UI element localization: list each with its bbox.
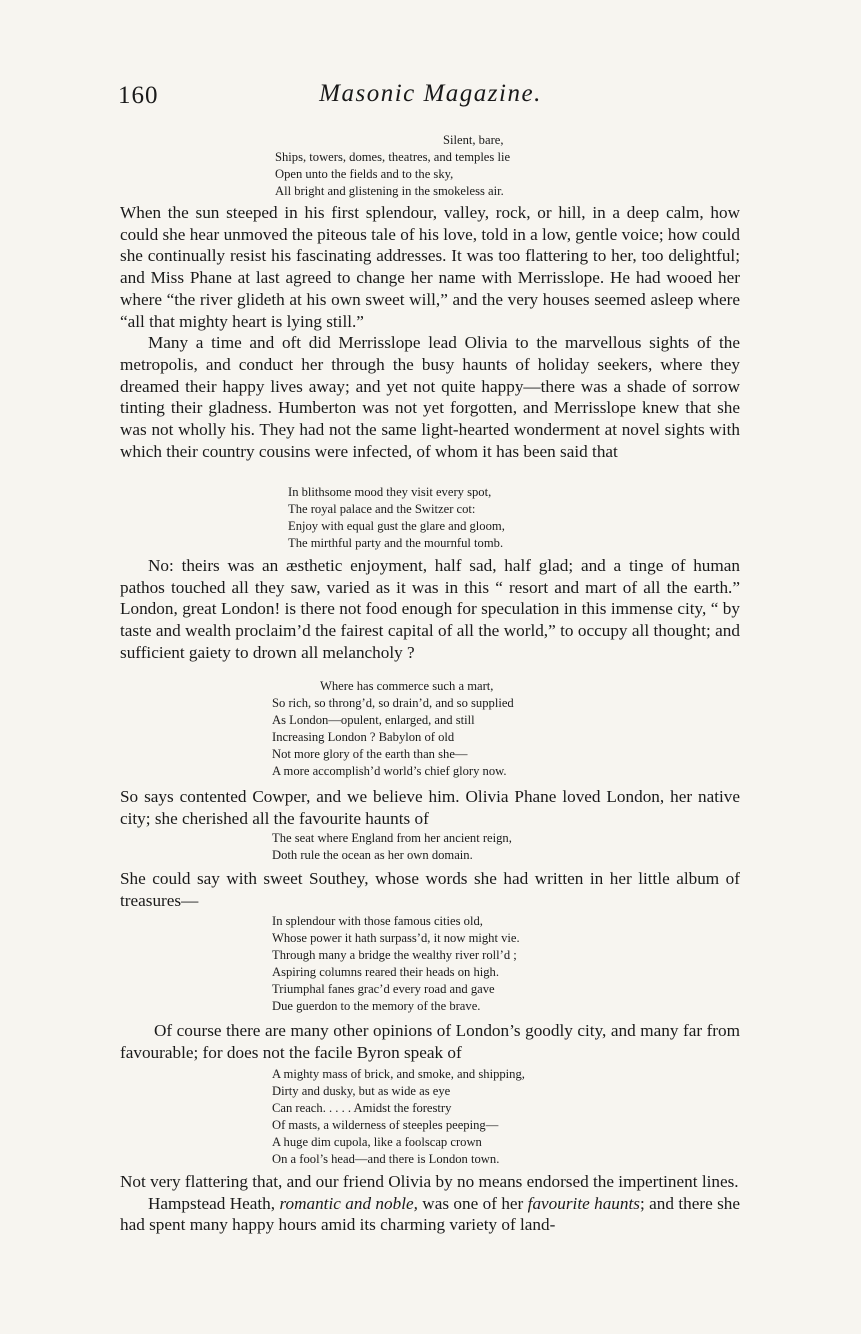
running-title: Masonic Magazine. xyxy=(319,80,542,107)
prose-block-2 xyxy=(120,555,740,664)
verse-line: The mirthful party and the mournful tomb. xyxy=(288,536,504,550)
verse-line: Triumphal fanes grac’d every road and gave xyxy=(272,982,495,996)
paragraph: Not very flattering that, and our friend Olivia by no means endorsed the impertinent lines. xyxy=(120,1172,739,1191)
verse-line: Of masts, a wilderness of steeples peeping— xyxy=(272,1118,499,1132)
paragraph: Many a time and oft did Merrisslope lead Olivia to the marvellous sights of the metropolis, and conduct her through the busy haunts of holiday seekers, where they dreamed their happy lives away; and yet not quite happy—there was a shade of sorrow tinting their gladness. Humberton was not yet forgotten, and Merrisslope knew that she was not wholly his. They had not the same light-hearted wonderment at novel sights with which their country cousins were infected, of whom it has been said that xyxy=(120,333,740,461)
verse-line: Open unto the fields and to the sky, xyxy=(275,167,454,181)
verse-line: Can reach. . . . . Amidst the forestry xyxy=(272,1101,452,1115)
verse-line: A mighty mass of brick, and smoke, and shipping, xyxy=(272,1067,525,1081)
text-run: ; and there she had spent many happy hours amid its charming variety of land- xyxy=(120,1193,740,1235)
prose-block-6 xyxy=(120,1171,740,1236)
verse-line: Doth rule the ocean as her own domain. xyxy=(272,848,473,862)
page-number: 160 xyxy=(118,82,159,109)
verse-line: Dirty and dusky, but as wide as eye xyxy=(272,1084,451,1098)
text-run: Hampstead Heath, xyxy=(148,1193,280,1213)
verse-line: Aspiring columns reared their heads on high. xyxy=(272,965,499,979)
prose-block-4 xyxy=(120,868,740,911)
prose-block-3 xyxy=(120,786,740,829)
prose-block-1 xyxy=(120,202,740,462)
verse-line: The seat where England from her ancient reign, xyxy=(272,831,512,845)
verse-line: A huge dim cupola, like a foolscap crown xyxy=(272,1135,482,1149)
verse-southey xyxy=(272,913,520,1015)
verse-line: Where has commerce such a mart, xyxy=(320,679,494,693)
paragraph: She could say with sweet Southey, whose words she had written in her little album of treasures— xyxy=(120,869,740,910)
verse-line: Enjoy with equal gust the glare and gloom, xyxy=(288,519,505,533)
verse-line: Whose power it hath surpass’d, it now might vie. xyxy=(272,931,520,945)
verse-line: Increasing London ? Babylon of old xyxy=(272,730,455,744)
paragraph xyxy=(120,1193,740,1236)
verse-line: As London—opulent, enlarged, and still xyxy=(272,713,475,727)
verse-cowper xyxy=(272,678,514,780)
verse-country-cousins xyxy=(288,484,505,552)
text-run: was one of her xyxy=(417,1193,528,1213)
paragraph: When the sun steeped in his first splendour, valley, rock, or hill, in a deep calm, how could she hear unmoved the piteous tale of his love, told in a low, gentle voice; how could she continually resist his fascinating addresses. It was too flattering to her, too delightful; and Miss Phane at last agreed to change her name with Merrisslope. He had wooed her where “the river glideth at his own sweet will,” and the very houses seemed asleep where “all that mighty heart is lying still.” xyxy=(120,203,740,331)
verse-line: So rich, so throng’d, so drain’d, and so supplied xyxy=(272,696,514,710)
paragraph: No: theirs was an æsthetic enjoyment, half sad, half glad; and a tinge of human pathos touched all they saw, varied as it was in this “ resort and mart of all the earth.” London, great London! is there not food enough for speculation in this immense city, “ by taste and wealth proclaim’d the fairest capital of all the world,” to occupy all thought; and sufficient gaiety to drown all melancholy ? xyxy=(120,556,740,662)
verse-line: In splendour with those famous cities old, xyxy=(272,914,483,928)
italic-run: favourite haunts xyxy=(527,1193,640,1213)
verse-silent-bare xyxy=(275,132,510,200)
verse-line: The royal palace and the Switzer cot: xyxy=(288,502,476,516)
verse-byron xyxy=(272,1066,525,1168)
verse-line: Through many a bridge the wealthy river roll’d ; xyxy=(272,948,517,962)
verse-line: Due guerdon to the memory of the brave. xyxy=(272,999,481,1013)
verse-line: Silent, bare, xyxy=(443,133,504,147)
paragraph: Of course there are many other opinions of London’s goodly city, and many far from favourable; for does not the facile Byron speak of xyxy=(120,1021,740,1062)
verse-line: On a fool’s head—and there is London town. xyxy=(272,1152,500,1166)
paragraph: So says contented Cowper, and we believe him. Olivia Phane loved London, her native city; she cherished all the favourite haunts of xyxy=(120,787,740,828)
verse-line: All bright and glistening in the smokeless air. xyxy=(275,184,504,198)
verse-line: Not more glory of the earth than she— xyxy=(272,747,468,761)
verse-england xyxy=(272,830,512,864)
verse-line: A more accomplish’d world’s chief glory now. xyxy=(272,764,507,778)
italic-run: romantic and noble, xyxy=(279,1193,418,1213)
verse-line: In blithsome mood they visit every spot, xyxy=(288,485,492,499)
prose-block-5 xyxy=(120,1020,740,1063)
verse-line: Ships, towers, domes, theatres, and temples lie xyxy=(275,150,511,164)
